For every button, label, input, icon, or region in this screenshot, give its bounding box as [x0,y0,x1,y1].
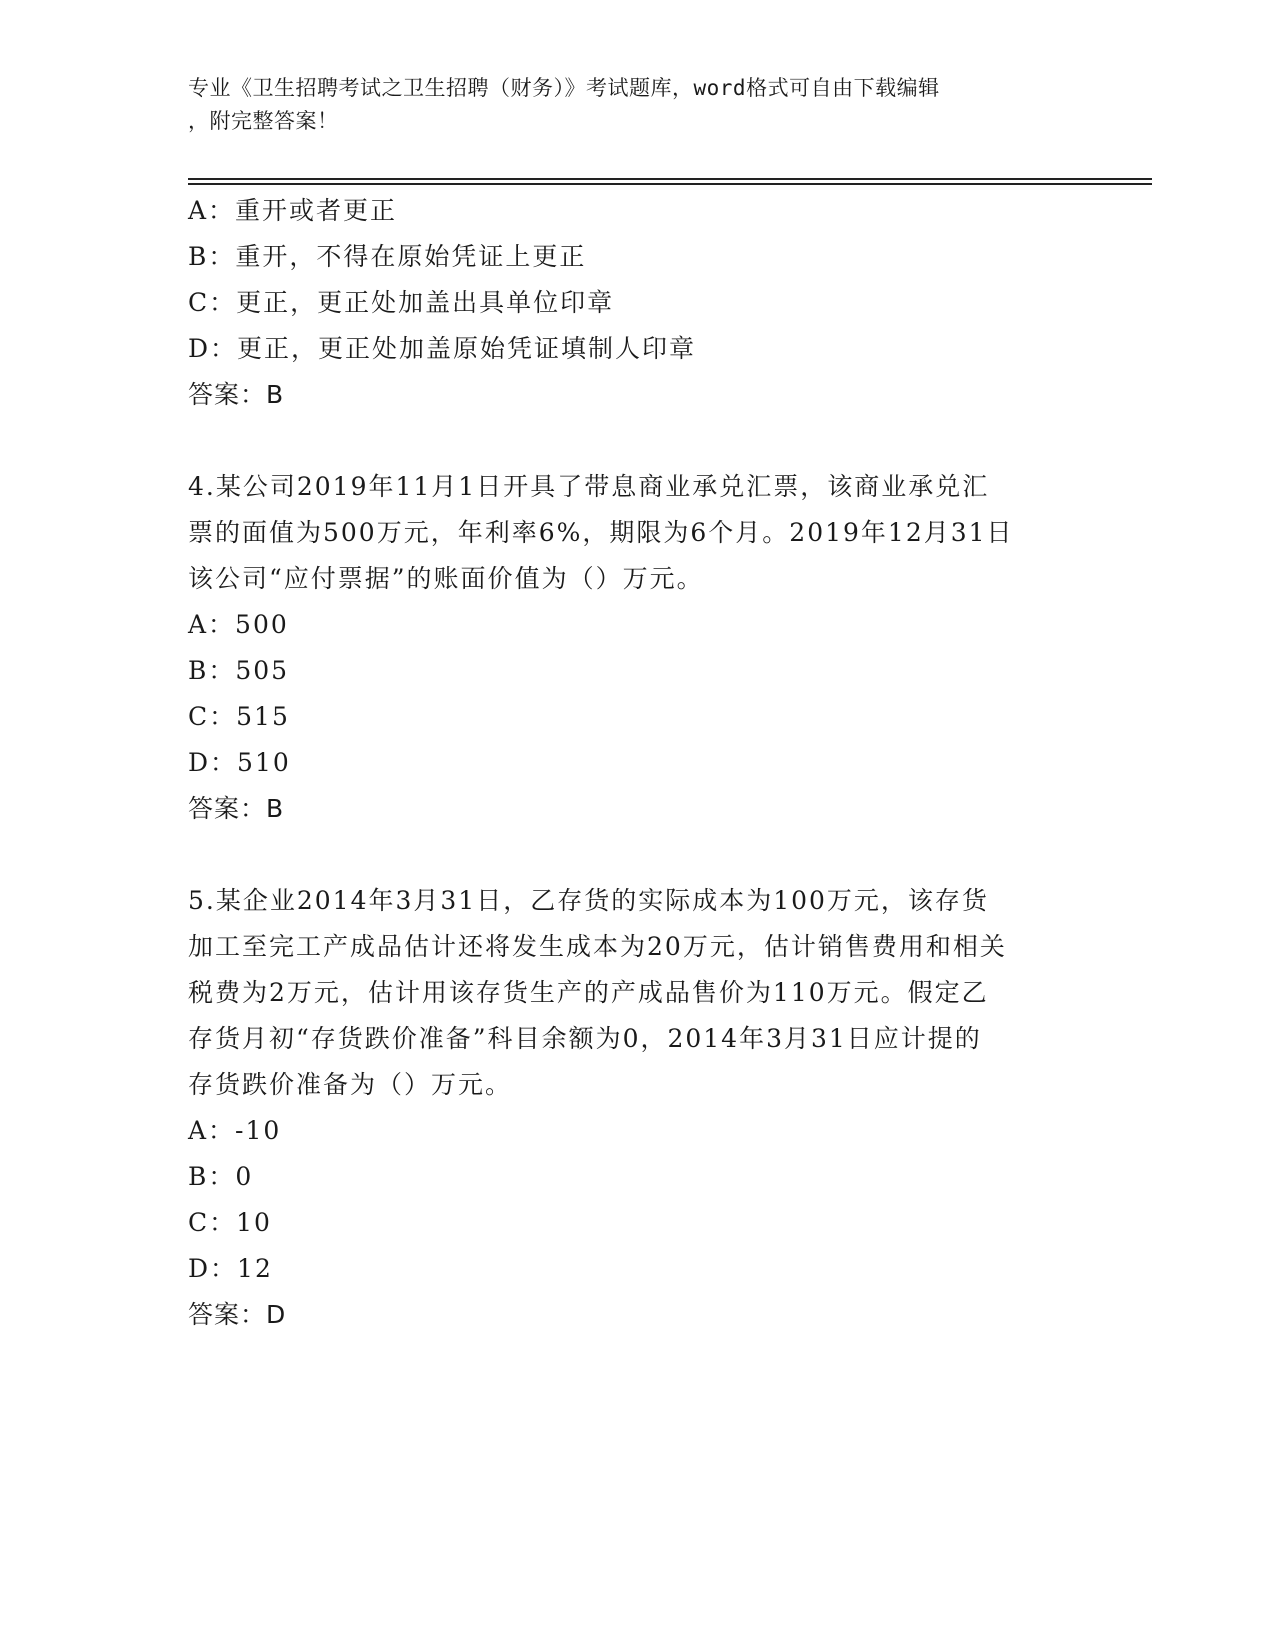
question-5 [188,878,1088,1338]
question-5-option-b: B：0 [188,1162,254,1191]
question-5-option-c: C：10 [188,1208,272,1237]
question-5-stem-line-3: 税费为2万元，估计用该存货生产的产成品售价为110万元。假定乙 [188,978,989,1007]
spacer [188,418,1088,464]
question-3-answer: 答案：B [188,380,285,409]
question-5-stem-line-2: 加工至完工产成品估计还将发生成本为20万元，估计销售费用和相关 [188,932,1007,961]
document-body [188,188,1088,1338]
question-4-option-d: D：510 [188,748,291,777]
question-5-option-a: A：-10 [188,1116,282,1145]
question-3-option-c: C：更正，更正处加盖出具单位印章 [188,288,615,317]
header-divider-top [188,178,1152,180]
question-4-option-c: C：515 [188,702,290,731]
question-4-answer: 答案：B [188,794,285,823]
question-5-stem-line-5: 存货跌价准备为（）万元。 [188,1070,513,1099]
document-header [188,72,1068,138]
question-5-stem-line-1: 5.某企业2014年3月31日，乙存货的实际成本为100万元，该存货 [188,886,989,915]
question-4-stem-line-1: 4.某公司2019年11月1日开具了带息商业承兑汇票，该商业承兑汇 [188,472,990,501]
question-3-option-a: A：重开或者更正 [188,196,398,225]
question-4-stem-line-2: 票的面值为500万元，年利率6%，期限为6个月。2019年12月31日 [188,518,1014,547]
header-line-2: ，附完整答案！ [188,109,339,133]
header-divider-bottom [188,183,1152,185]
question-4-option-a: A：500 [188,610,289,639]
header-line-1: 专业《卫生招聘考试之卫生招聘（财务）》考试题库，word格式可自由下载编辑 [188,76,940,100]
question-3-option-b: B：重开，不得在原始凭证上更正 [188,242,587,271]
question-4-option-b: B：505 [188,656,290,685]
question-4-stem-line-3: 该公司“应付票据”的账面价值为（）万元。 [188,564,704,593]
question-5-stem-line-4: 存货月初“存货跌价准备”科目余额为0，2014年3月31日应计提的 [188,1024,982,1053]
question-5-option-d: D：12 [188,1254,273,1283]
spacer [188,832,1088,878]
question-3 [188,188,1088,418]
question-5-answer: 答案：D [188,1300,287,1329]
question-4 [188,464,1088,832]
question-3-option-d: D：更正，更正处加盖原始凭证填制人印章 [188,334,697,363]
